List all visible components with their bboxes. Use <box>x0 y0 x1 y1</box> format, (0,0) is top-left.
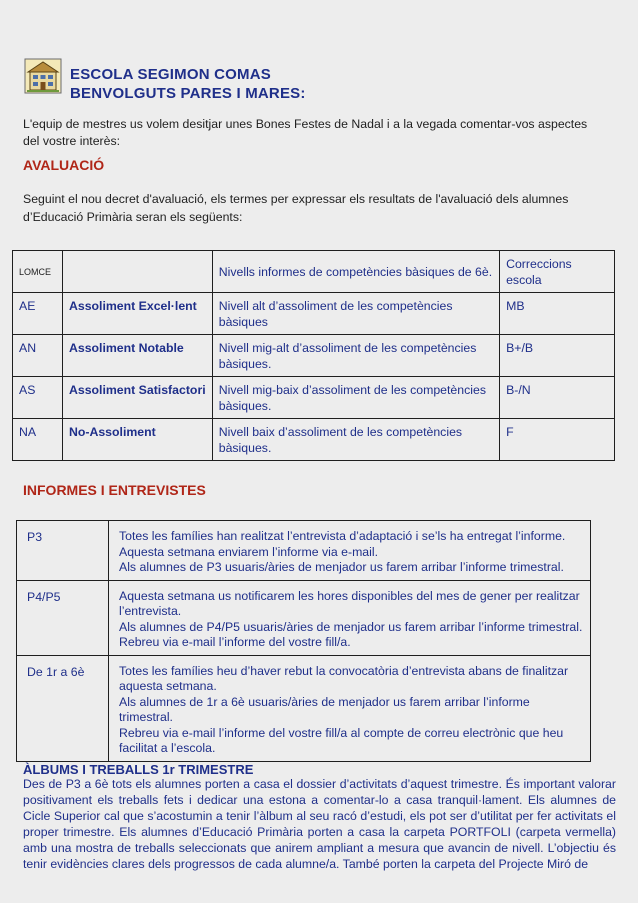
table-row <box>17 521 591 581</box>
level-cell: P4/P5 <box>17 580 109 655</box>
table-row <box>17 655 591 761</box>
grade-description: Nivell alt d’assoliment de les competències bàsiques <box>212 293 499 335</box>
grade-description: Nivell baix d’assoliment de les competències bàsiques. <box>212 419 499 461</box>
info-cell <box>109 521 591 581</box>
grade-description: Nivell mig-baix d’assoliment de les competències bàsiques. <box>212 377 499 419</box>
table-row <box>13 419 615 461</box>
section-title-albums: ÀLBUMS I TREBALLS 1r TRIMESTRE <box>23 762 254 777</box>
header-cell: LOMCE <box>13 251 63 293</box>
grade-table-header <box>13 251 615 293</box>
info-line: Rebreu via e-mail l’informe del vostre fill/a. <box>119 635 351 649</box>
info-line: Als alumnes de 1r a 6è usuaris/àries de menjador us farem arribar l’informe trimestral. <box>119 694 530 724</box>
table-row <box>17 580 591 655</box>
school-building-icon <box>24 58 62 94</box>
info-line: Aquesta setmana us notificarem les hores disponibles del mes de gener per realitzar l’entrevista. <box>119 588 580 618</box>
info-line: Als alumnes de P4/P5 usuaris/àries de menjador us farem arribar l’informe trimestral. <box>119 619 583 634</box>
albums-paragraph: Des de P3 a 6è tots els alumnes porten a casa el dossier d’activitats d’aquest trimestre. És important valorar positivament els treballs fets i dedicar una estona a comentar-lo a casa tranquil·lament. Els alumnes de Cicle Superior cal que s’acostumin a tenir l’àlbum al seu racó d’estudi, els pot ser d’utilitat per fer activitats el proper trimestre. Els alumnes d’Educació Primària porten a casa la carpeta PORTFOLI (carpeta vermella) amb una mostra de treballs seleccionats que anirem ampliant a mesura que avancin de nivell. L’objectiu és tenir evidències clares dels progressos de cada alumne/a. També porten la carpeta del Projecte Miró de <box>23 777 616 871</box>
grade-code: F <box>500 419 615 461</box>
grade-abbr: NA <box>13 419 63 461</box>
grade-name: Assoliment Excel·lent <box>62 293 212 335</box>
info-line: Aquesta setmana enviarem l’informe via e-mail. <box>119 544 379 559</box>
info-line: Als alumnes de P3 usuaris/àries de menjador us farem arribar l’informe trimestral. <box>119 560 564 574</box>
grade-code: B+/B <box>500 335 615 377</box>
grade-code: B-/N <box>500 377 615 419</box>
school-name: ESCOLA SEGIMON COMAS <box>70 66 271 83</box>
section-title-informes: INFORMES I ENTREVISTES <box>23 482 206 498</box>
info-line: Totes les famílies heu d’haver rebut la convocatòria d’entrevista abans de finalitzar aquesta setmana. <box>119 663 569 693</box>
grade-name: No-Assoliment <box>62 419 212 461</box>
greeting-heading: BENVOLGUTS PARES I MARES: <box>70 85 306 102</box>
grade-abbr: AS <box>13 377 63 419</box>
avaluacio-paragraph: Seguint el nou decret d'avaluació, els termes per expressar els resultats de l'avaluació dels alumnes d’Educació Primària seran els següents: <box>23 192 569 224</box>
header-cell: Nivells informes de competències bàsiques de 6è. <box>212 251 499 293</box>
level-cell: P3 <box>17 521 109 581</box>
table-row <box>13 293 615 335</box>
table-row <box>13 335 615 377</box>
info-cell <box>109 580 591 655</box>
grade-name: Assoliment Notable <box>62 335 212 377</box>
grade-description: Nivell mig-alt d’assoliment de les competències bàsiques. <box>212 335 499 377</box>
grade-name: Assoliment Satisfactori <box>62 377 212 419</box>
section-title-avaluacio: AVALUACIÓ <box>23 157 105 173</box>
header-cell: Correccions escola <box>500 251 615 293</box>
grade-code: MB <box>500 293 615 335</box>
info-line: Rebreu via e-mail l’informe del vostre fill/a al compte de correu electrònic que heu facilitat a l’escola. <box>119 725 564 755</box>
grade-abbr: AE <box>13 293 63 335</box>
grade-abbr: AN <box>13 335 63 377</box>
intro-paragraph: L'equip de mestres us volem desitjar unes Bones Festes de Nadal i a la vegada comentar-vos aspectes del vostre interès: <box>23 117 588 148</box>
table-row <box>13 377 615 419</box>
header-cell <box>62 251 212 293</box>
level-cell: De 1r a 6è <box>17 655 109 761</box>
info-cell <box>109 655 591 761</box>
interviews-table <box>16 520 591 762</box>
info-line: Totes les famílies han realitzat l’entrevista d’adaptació i se’ls ha entregat l’informe. <box>119 529 566 543</box>
grade-table <box>12 250 615 461</box>
